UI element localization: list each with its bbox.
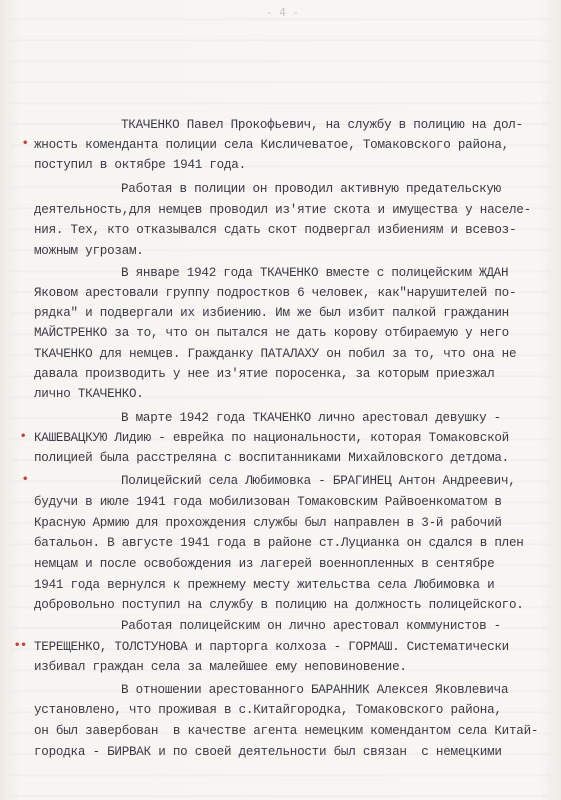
text-line: он был завербован в качестве агента немецким комендантом села Китай- bbox=[34, 724, 539, 738]
text-line: будучи в июле 1941 года мобилизован Томаковским Райвоенкоматом в bbox=[34, 495, 502, 509]
text-line: деятельность,для немцев проводил из'ятие скота и имущества у населе- bbox=[34, 203, 531, 217]
text-line: Красную Армию для прохождения службы был направлен в 3-й рабочий bbox=[34, 516, 502, 530]
text-line: добровольно поступил на службу в полицию на должность полицейского. bbox=[34, 598, 524, 612]
text-line: В отношении арестованного БАРАННИК Алексея Яковлевича bbox=[121, 683, 509, 697]
text-line: поступил в октябре 1941 года. bbox=[34, 158, 246, 172]
text-line: В марте 1942 года ТКАЧЕНКО лично арестовал девушку - bbox=[121, 411, 501, 425]
text-line: батальон. В августе 1941 года в районе ст.Луцианка он сдался в плен bbox=[34, 536, 524, 550]
text-line: городка - БИРВАК и по своей деятельности был связан с немецкими bbox=[34, 745, 502, 759]
text-line: В январе 1942 года ТКАЧЕНКО вместе с полицейским ЖДАН bbox=[121, 266, 509, 280]
text-line: Работая полицейским он лично арестовал коммунистов - bbox=[121, 619, 501, 633]
text-line: ния. Тех, кто отказывался сдать скот подвергал избиениям и всевоз- bbox=[34, 223, 517, 237]
text-line: МАЙСТРЕНКО за то, что он пытался не дать корову отбираемую у него bbox=[34, 326, 509, 340]
margin-mark: • bbox=[20, 431, 27, 442]
margin-mark: • bbox=[22, 138, 29, 149]
text-line: ТКАЧЕНКО Павел Прокофьевич, на службу в полицию на дол- bbox=[121, 118, 523, 132]
text-line: ТЕРЕЩЕНКО, ТОЛСТУНОВА и парторга колхоза - ГОРМАШ. Систематически bbox=[34, 640, 509, 654]
text-line: полицией была расстреляна с воспитанниками Михайловского детдома. bbox=[34, 451, 509, 465]
text-line: жность коменданта полиции села Кисличеватое, Томаковского района, bbox=[34, 138, 509, 152]
text-line: можным угрозам. bbox=[34, 244, 144, 258]
text-line: ТКАЧЕНКО для немцев. Гражданку ПАТАЛАХУ он побил за то, что она не bbox=[34, 347, 517, 361]
text-line: Работая в полиции он проводил активную предательскую bbox=[121, 182, 501, 196]
margin-mark: • bbox=[22, 474, 29, 485]
text-line: 1941 года вернулся к прежнему месту жительства села Любимовка и bbox=[34, 578, 495, 592]
page-number: - 4 - bbox=[266, 6, 300, 19]
margin-mark: •• bbox=[14, 640, 27, 651]
text-line: давала производить у нее из'ятие поросенка, за которым приезжал bbox=[34, 367, 495, 381]
text-line: лично ТКАЧЕНКО. bbox=[34, 387, 144, 401]
text-line: избивал граждан села за малейшее ему неповиновение. bbox=[34, 660, 407, 674]
text-line: немцам и после освобождения из лагерей военнопленных в сентябре bbox=[34, 557, 495, 571]
text-line: КАШЕВАЦКУЮ Лидию - еврейка по национальности, которая Томаковской bbox=[34, 431, 509, 445]
text-line: рядка" и подвергали их избиению. Им же был избит палкой гражданин bbox=[34, 306, 509, 320]
text-line: Яковом арестовали группу подростков 6 человек, как"нарушителей по- bbox=[34, 286, 517, 300]
text-line: Полицейский села Любимовка - БРАГИНЕЦ Антон Андреевич, bbox=[121, 474, 516, 488]
text-line: установлено, что проживая в с.Китайгородка, Томаковского района, bbox=[34, 703, 502, 717]
